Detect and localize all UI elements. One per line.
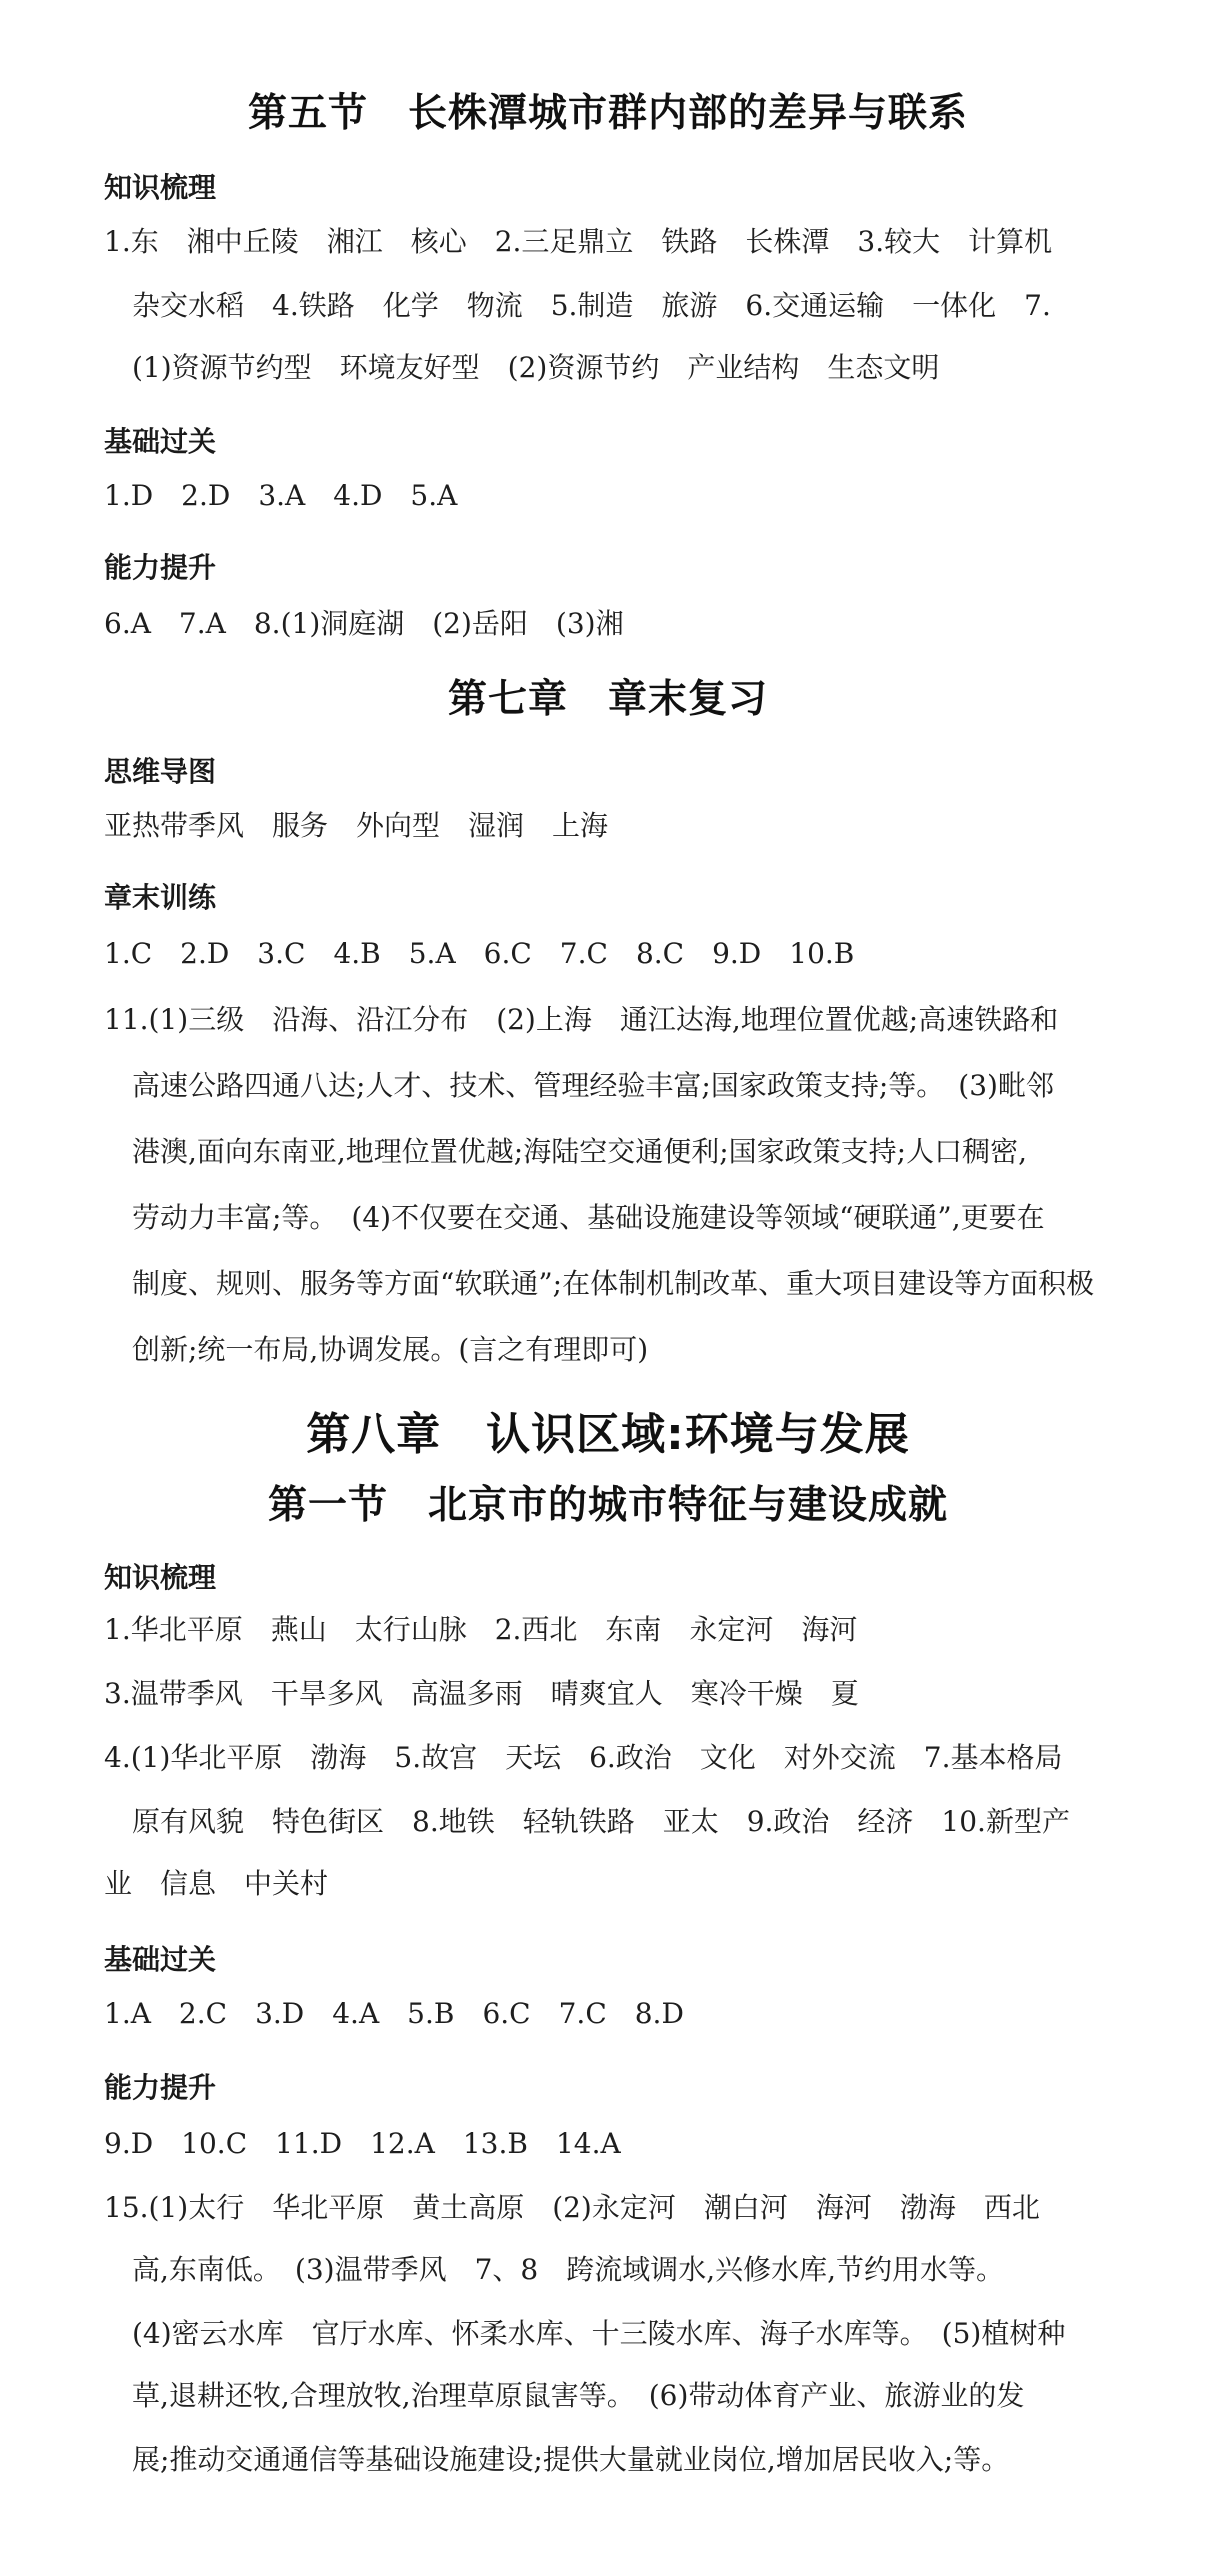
text-line: 展;推动交通通信等基础设施建设;提供大量就业岗位,增加居民收入;等。 — [132, 2443, 1010, 2476]
text-line: 1.D 2.D 3.A 4.D 5.A — [104, 479, 458, 512]
section-basic-exercise: 基础过关 — [104, 1943, 217, 1976]
text-line: 1.C 2.D 3.C 4.B 5.A 6.C 7.C 8.C 9.D 10.B — [104, 937, 855, 970]
heading-section-1: 第一节 北京市的城市特征与建设成就 — [267, 1483, 948, 1528]
text-line: (1)资源节约型 环境友好型 (2)资源节约 产业结构 生态文明 — [132, 351, 940, 384]
heading-chapter-7-review: 第七章 章末复习 — [447, 677, 768, 722]
section-chapter-exercise: 章末训练 — [104, 881, 217, 914]
section-knowledge-review: 知识梳理 — [104, 1561, 217, 1594]
text-line: 4.(1)华北平原 渤海 5.故宫 天坛 6.政治 文化 对外交流 7.基本格局 — [104, 1741, 1063, 1774]
text-line: 港澳,面向东南亚,地理位置优越;海陆空交通便利;国家政策支持;人口稠密, — [132, 1135, 1028, 1168]
text-line: 1.东 湘中丘陵 湘江 核心 2.三足鼎立 铁路 长株潭 3.较大 计算机 — [104, 225, 1053, 258]
text-line: 9.D 10.C 11.D 12.A 13.B 14.A — [104, 2127, 621, 2160]
section-basic-exercise: 基础过关 — [104, 425, 217, 458]
text-line: 创新;统一布局,协调发展。(言之有理即可) — [132, 1333, 649, 1366]
section-knowledge-review: 知识梳理 — [104, 171, 217, 204]
text-line: 杂交水稻 4.铁路 化学 物流 5.制造 旅游 6.交通运输 一体化 7. — [132, 289, 1051, 322]
text-line: 劳动力丰富;等。 (4)不仅要在交通、基础设施建设等领域“硬联通”,更要在 — [132, 1201, 1045, 1234]
text-line: 草,退耕还牧,合理放牧,治理草原鼠害等。 (6)带动体育产业、旅游业的发 — [132, 2379, 1025, 2412]
text-line: 高速公路四通八达;人才、技术、管理经验丰富;国家政策支持;等。 (3)毗邻 — [132, 1069, 1054, 1102]
heading-chapter-8: 第八章 认识区域:环境与发展 — [306, 1409, 910, 1460]
text-line: 高,东南低。 (3)温带季风 7、8 跨流域调水,兴修水库,节约用水等。 — [132, 2253, 1004, 2286]
text-line: 6.A 7.A 8.(1)洞庭湖 (2)岳阳 (3)湘 — [104, 607, 624, 640]
text-line: 11.(1)三级 沿海、沿江分布 (2)上海 通江达海,地理位置优越;高速铁路和 — [104, 1003, 1059, 1036]
text-line: 1.A 2.C 3.D 4.A 5.B 6.C 7.C 8.D — [104, 1997, 684, 2030]
text-line: 业 信息 中关村 — [104, 1867, 329, 1900]
section-ability-improvement: 能力提升 — [104, 551, 217, 584]
text-line: 制度、规则、服务等方面“软联通”;在体制机制改革、重大项目建设等方面积极 — [132, 1267, 1095, 1300]
text-line: 3.温带季风 干旱多风 高温多雨 晴爽宜人 寒冷干燥 夏 — [104, 1677, 859, 1710]
text-line: 原有风貌 特色街区 8.地铁 轻轨铁路 亚太 9.政治 经济 10.新型产 — [132, 1805, 1070, 1838]
section-ability-improvement: 能力提升 — [104, 2071, 217, 2104]
text-line: (4)密云水库 官厅水库、怀柔水库、十三陵水库、海子水库等。 (5)植树种 — [132, 2317, 1066, 2350]
heading-section-5: 第五节 长株潭城市群内部的差异与联系 — [247, 91, 968, 136]
section-mind-map: 思维导图 — [104, 755, 217, 788]
text-line: 15.(1)太行 华北平原 黄土高原 (2)永定河 潮白河 海河 渤海 西北 — [104, 2191, 1040, 2224]
text-line: 亚热带季风 服务 外向型 湿润 上海 — [104, 809, 609, 842]
text-line: 1.华北平原 燕山 太行山脉 2.西北 东南 永定河 海河 — [104, 1613, 858, 1646]
